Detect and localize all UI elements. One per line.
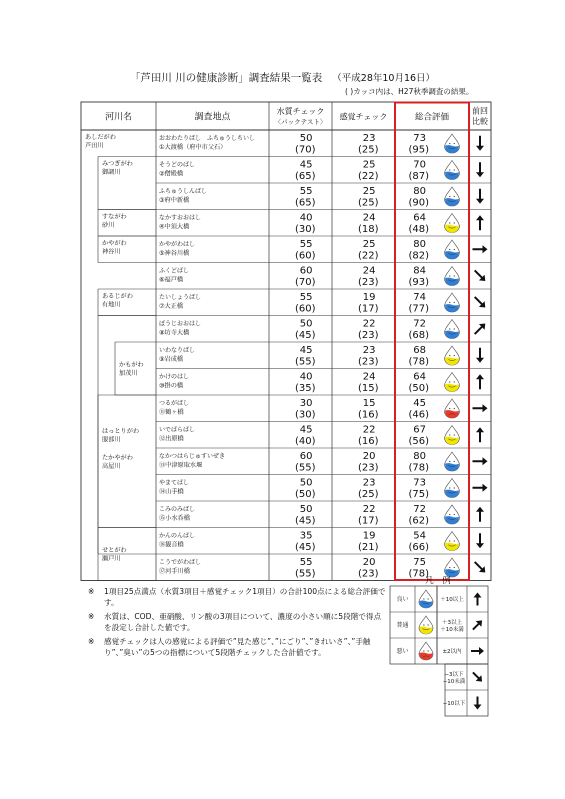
table-row [159, 266, 488, 289]
drop-icon-good [445, 161, 460, 180]
drop-icon-normal [445, 373, 460, 392]
drop-icon-good [445, 479, 460, 498]
drop-icon-good [445, 320, 460, 339]
legend-arrow-up [440, 593, 481, 606]
site-kana: ふくどばし [159, 267, 190, 275]
sense-score: 25 [362, 186, 376, 197]
legend-arrow-down [443, 697, 482, 710]
river-kanji: 服部川 [102, 436, 121, 444]
site-name: ⑰河手川橋 [159, 568, 190, 575]
water-score: 30 [299, 398, 313, 409]
header-compare-2: 比較 [472, 117, 488, 126]
site-name: ⑥福戸橋 [159, 276, 184, 284]
sense-score: 22 [362, 424, 376, 436]
total-score: 80 [413, 239, 426, 250]
river-瀬戸川 [102, 547, 127, 563]
legend-grade-label: 悪い [396, 648, 409, 655]
sense-score: 24 [362, 212, 376, 224]
total-score: 67 [413, 424, 426, 436]
footnote-2: ※ 水質は、COD、亜硝酸、リン酸の3項目について、濃度の小さい順に5段階で得点を設定し合計した値です。 [88, 612, 382, 632]
water-score: 45 [299, 159, 313, 171]
table-row [159, 319, 488, 342]
river-kanji: 御調川 [102, 169, 121, 176]
water-score: 55 [299, 186, 313, 197]
header-site: 調査地点 [194, 112, 231, 123]
site-name: ⑫出原橋 [159, 435, 184, 443]
site-kana: いでばらばし [159, 426, 196, 434]
sense-score-prev: (17) [357, 515, 379, 527]
river-kanji: 砂川 [102, 222, 115, 229]
arrow-up-icon [476, 374, 484, 389]
water-score: 45 [299, 424, 313, 436]
site-kana: いわなりばし [159, 347, 196, 354]
water-score: 55 [299, 292, 313, 303]
river-砂川 [102, 214, 127, 230]
arrow-right-icon [473, 404, 488, 412]
table-row [159, 239, 488, 262]
sense-score-prev: (23) [357, 277, 379, 288]
water-score: 35 [299, 530, 313, 542]
total-score: 75 [413, 557, 426, 568]
river-服部川 [102, 428, 139, 444]
total-score-prev: (78) [408, 568, 429, 580]
total-score: 72 [413, 504, 426, 515]
sense-score: 23 [362, 133, 376, 144]
total-score: 45 [413, 398, 426, 409]
river-神谷川 [102, 239, 127, 256]
footnote-3: ※ 感覚チェックは人の感覚による評価で”見た感じ”、”にごり”、”きれいさ”、”手触り”、”臭い”の5つの指標について5段階チェックした合計値です。 [88, 637, 371, 657]
sense-score: 15 [362, 398, 376, 409]
arrow-down-icon [476, 533, 484, 548]
drop-icon-good [445, 267, 460, 286]
sense-score-prev: (16) [357, 409, 379, 421]
legend-arrow-label-2: ＋10未満 [440, 627, 464, 633]
legend-arrow-label-1: −10以下 [442, 701, 466, 707]
parenthesis-note: ( )カッコ内は、H27秋季調査の結果。 [345, 87, 474, 96]
arrow-right-icon [471, 647, 484, 655]
site-kana: ふちゅうしんばし [159, 188, 208, 195]
header-water-sub: 〈パックテスト〉 [274, 118, 327, 126]
water-score: 55 [299, 239, 313, 250]
drop-icon-good [445, 505, 460, 524]
drop-icon-bad [445, 399, 460, 418]
legend-arrow-label-1: −3以下 [444, 672, 464, 678]
site-name: ⑤神谷川橋 [159, 250, 190, 257]
total-score-prev: (78) [408, 462, 429, 474]
arrow-downright-icon [470, 670, 485, 685]
header-river: 河川名 [104, 112, 133, 123]
sense-score: 20 [362, 557, 376, 568]
site-kana: こうでがわばし [159, 559, 202, 566]
site-kana: おおわたりばし ふちゅうしちいし [159, 135, 256, 142]
drop-icon-normal [445, 532, 460, 551]
table-row [159, 425, 484, 448]
total-score: 70 [413, 159, 426, 171]
arrow-down-icon [476, 162, 484, 177]
sense-score-prev: (16) [357, 436, 379, 447]
drop-icon-good [445, 452, 460, 471]
table-row [159, 504, 484, 527]
drop-icon-normal [445, 346, 460, 365]
legend [382, 576, 494, 762]
legend-grade-label: 普通 [396, 622, 409, 629]
site-name: ⑦大正橋 [159, 303, 184, 310]
drop-icon-normal [419, 616, 433, 634]
river-kana: みつぎがわ [102, 160, 133, 168]
water-score: 40 [299, 371, 313, 383]
drop-icon-bad [419, 642, 433, 660]
arrow-downright-icon [472, 559, 488, 575]
legend-arrow-right [442, 647, 484, 655]
water-score-prev: (70) [294, 277, 316, 288]
total-score: 73 [413, 133, 426, 144]
legend-title: 凡 例 [425, 576, 451, 586]
water-score-prev: (55) [294, 356, 316, 368]
table-row [159, 372, 484, 395]
site-name: ⑮小水呑橋 [159, 515, 190, 522]
total-score-prev: (75) [408, 489, 429, 500]
total-score-prev: (46) [408, 409, 429, 421]
total-score: 64 [413, 212, 426, 224]
river-kana: はっとりがわ [102, 427, 140, 435]
site-kana: こみのみばし [159, 506, 196, 513]
sense-score-prev: (21) [357, 542, 379, 553]
drop-icon-good [445, 293, 460, 312]
arrow-upright-icon [470, 618, 485, 633]
site-kana: やまてばし [159, 479, 190, 487]
sense-score: 25 [362, 159, 376, 171]
river-kana: たかやがわ [102, 454, 133, 462]
header-sense: 感覚チェック [339, 112, 388, 122]
river-有地川 [102, 293, 133, 309]
table-row [159, 531, 484, 554]
site-kana: かやがわはし [159, 241, 196, 248]
sense-score: 19 [362, 530, 376, 542]
legend-arrow-label-1: ±2以内 [442, 649, 462, 655]
sense-score-prev: (23) [357, 462, 379, 474]
sense-score-prev: (22) [357, 171, 379, 182]
river-芦田川 [85, 134, 116, 150]
arrow-down-icon [476, 136, 484, 151]
total-score: 54 [413, 530, 426, 542]
water-score: 60 [299, 265, 313, 277]
water-score: 50 [299, 504, 313, 515]
total-score-prev: (48) [408, 224, 429, 235]
total-score-prev: (68) [408, 330, 429, 341]
water-score: 60 [299, 451, 313, 462]
drop-icon-good [445, 187, 460, 206]
water-score-prev: (60) [294, 250, 316, 262]
total-score: 80 [413, 451, 426, 462]
total-score: 73 [413, 477, 426, 489]
water-score-prev: (70) [294, 144, 316, 156]
total-score-prev: (90) [408, 197, 429, 209]
header-total: 総合評価 [414, 112, 450, 123]
site-kana: かんのんばし [159, 532, 196, 540]
site-name: ⑨岩成橋 [159, 356, 184, 363]
drop-icon-good [445, 240, 460, 259]
water-score-prev: (45) [294, 330, 316, 341]
water-score-prev: (65) [294, 197, 316, 209]
water-score-prev: (45) [294, 515, 316, 527]
river-kana: あるじがわ [102, 293, 133, 300]
total-score-prev: (87) [408, 171, 429, 182]
sense-score: 25 [362, 239, 376, 250]
legend-arrow-label-1: ＋10以上 [440, 597, 464, 603]
sense-score: 20 [362, 451, 376, 462]
sense-score: 23 [362, 345, 376, 356]
table-row [159, 345, 484, 368]
site-name: ⑬中津原取水堰 [159, 462, 203, 469]
total-score: 68 [413, 345, 426, 356]
arrow-upright-icon [472, 321, 488, 337]
table-row [159, 398, 488, 421]
total-score-prev: (56) [408, 436, 429, 447]
river-kana: せとがわ [102, 547, 127, 554]
total-score-prev: (50) [408, 383, 429, 394]
table-row [159, 213, 484, 236]
sense-score-prev: (25) [357, 197, 379, 209]
river-kanji: 神谷川 [102, 248, 121, 256]
arrow-up-icon [476, 507, 484, 522]
drop-icon-good [419, 590, 433, 608]
sense-score: 19 [362, 292, 376, 303]
arrow-right-icon [473, 457, 488, 465]
river-御調川 [102, 160, 133, 177]
drop-icon-normal [445, 426, 460, 445]
sense-score: 24 [362, 371, 376, 383]
river-kanji: 加茂川 [119, 370, 138, 377]
sense-score: 23 [362, 477, 376, 489]
river-kanji: 瀬戸川 [102, 555, 121, 563]
arrow-up-icon [476, 427, 484, 442]
total-score: 74 [413, 292, 426, 303]
site-name: ⑭山手橋 [159, 488, 184, 496]
river-kanji: 芦田川 [85, 142, 104, 150]
total-score-prev: (82) [408, 250, 429, 262]
water-score-prev: (65) [294, 171, 316, 182]
water-score-prev: (40) [294, 436, 316, 447]
total-score: 72 [413, 318, 426, 330]
site-name: ④中須大橋 [159, 223, 190, 231]
total-score-prev: (62) [408, 515, 429, 527]
arrow-up-icon [476, 215, 484, 230]
water-score-prev: (30) [294, 224, 316, 235]
water-score: 55 [299, 557, 313, 568]
sense-score-prev: (25) [357, 144, 379, 156]
river-kanji: 高屋川 [102, 462, 121, 470]
river-kana: かやがわ [102, 240, 127, 247]
table-row [159, 478, 488, 501]
arrow-down-icon [476, 348, 484, 363]
water-score-prev: (55) [294, 462, 316, 474]
sense-score: 22 [362, 504, 376, 515]
survey-date: （平成28年10月16日） [332, 73, 436, 84]
arrow-downright-icon [472, 268, 488, 284]
water-score-prev: (45) [294, 542, 316, 553]
river-加茂川 [119, 361, 144, 378]
arrow-up-icon [474, 593, 482, 606]
water-score: 50 [299, 318, 313, 330]
sense-score-prev: (22) [357, 250, 379, 262]
arrow-right-icon [473, 484, 488, 492]
water-score-prev: (50) [294, 489, 316, 500]
water-score: 50 [299, 477, 313, 489]
water-score-prev: (35) [294, 383, 316, 394]
site-name: ⑪鶴ヶ橋 [159, 409, 184, 416]
legend-arrow-downright [443, 670, 485, 685]
water-score-prev: (60) [294, 303, 316, 315]
drop-icon-good [445, 558, 460, 577]
header-compare-1: 前回 [472, 106, 488, 116]
header-water: 水質チェック [276, 107, 325, 116]
site-name: ③府中新橋 [159, 197, 190, 204]
water-score: 45 [299, 345, 313, 356]
site-kana: なかつはらじゅすいぜき [159, 453, 226, 460]
sense-score: 24 [362, 265, 376, 277]
site-name: ⑧坊寺大橋 [159, 329, 190, 337]
total-score: 64 [413, 371, 426, 383]
water-score: 50 [299, 133, 313, 144]
arrow-down-icon [474, 697, 482, 710]
site-kana: つるがばし [159, 400, 190, 407]
sense-score-prev: (25) [357, 489, 379, 500]
sense-score-prev: (18) [357, 224, 379, 235]
sense-score-prev: (15) [357, 383, 379, 394]
site-name: ②僧殿橋 [159, 170, 184, 178]
total-score: 84 [413, 265, 426, 277]
total-score-prev: (77) [408, 303, 429, 315]
legend-arrow-label-2: −10未満 [442, 679, 466, 685]
sense-score-prev: (17) [357, 303, 379, 315]
total-score-prev: (93) [408, 277, 429, 288]
table-row [159, 186, 484, 209]
sense-score-prev: (23) [357, 568, 379, 580]
sense-score: 22 [362, 318, 376, 330]
legend-grade-label: 良い [396, 596, 409, 603]
site-kana: たいしょうばし [159, 294, 202, 301]
table-row [159, 160, 484, 183]
river-kanji: 有地川 [102, 301, 121, 309]
results-table [80, 101, 492, 586]
river-高屋川 [102, 453, 133, 470]
footnote-1: ※ 1項目25点満点（水質3項目＋感覚チェック1項目）の合計100点による総合評価です。 [88, 587, 386, 607]
river-kana: かもがわ [119, 361, 144, 369]
total-score-prev: (78) [408, 356, 429, 368]
water-score: 40 [299, 212, 313, 224]
site-kana: なかすおおはし [159, 214, 202, 222]
arrow-right-icon [473, 245, 488, 253]
river-kana: すながわ [102, 213, 127, 221]
sense-score-prev: (23) [357, 330, 379, 341]
total-score-prev: (95) [408, 144, 429, 156]
site-kana: そうどのばし [159, 161, 196, 169]
drop-icon-normal [445, 214, 460, 233]
total-score: 80 [413, 186, 426, 197]
water-score-prev: (55) [294, 568, 316, 580]
legend-arrow-label-1: ＋3以上 [442, 620, 462, 626]
site-name: ①大渡橋（府中市父石） [159, 144, 227, 151]
site-name: ⑩掛の橋 [159, 382, 184, 390]
page-title [0, 70, 565, 85]
water-score-prev: (30) [294, 409, 316, 421]
sense-score-prev: (23) [357, 356, 379, 368]
site-kana: かけのはし [159, 373, 190, 381]
legend-arrow-upright [440, 618, 485, 633]
river-kana: あしだがわ [85, 134, 116, 141]
table-row [159, 292, 488, 315]
arrow-down-icon [476, 189, 484, 204]
table-row [159, 133, 484, 156]
title-text: 「芦田川 川の健康診断」調査結果一覧表 [129, 72, 323, 84]
table-row [159, 451, 488, 474]
drop-icon-good [445, 134, 460, 153]
total-score-prev: (66) [408, 542, 429, 553]
site-name: ⑯観音橋 [159, 541, 184, 549]
arrow-downright-icon [472, 294, 488, 310]
site-kana: ぼうじおおはし [159, 320, 202, 328]
